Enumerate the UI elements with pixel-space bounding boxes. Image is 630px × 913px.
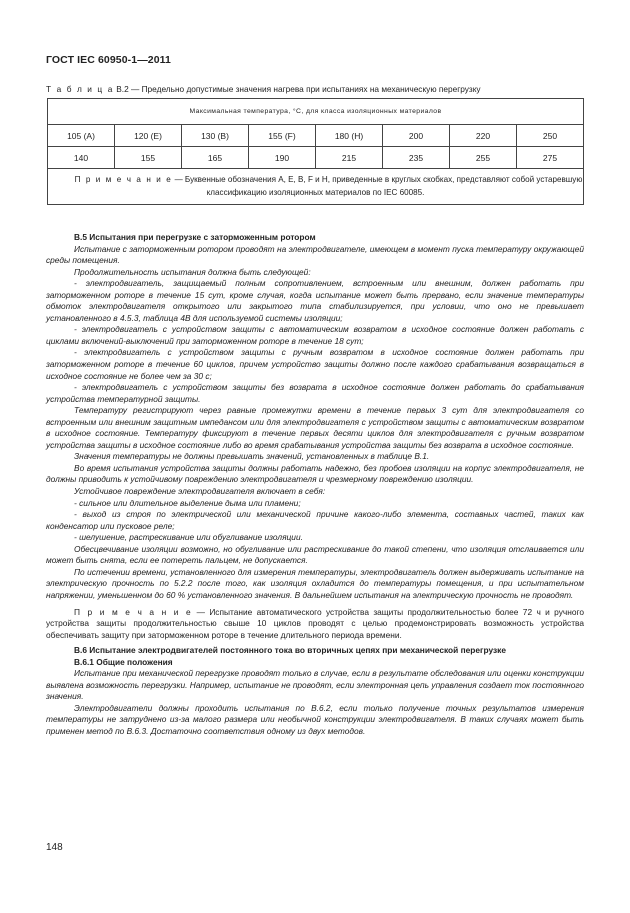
table-cell: 140 xyxy=(48,147,115,169)
section-b61-title: В.6.1 Общие положения xyxy=(74,656,173,667)
table-cell: 190 xyxy=(249,147,316,169)
temperature-table xyxy=(47,98,584,205)
table-cell: 105 (А) xyxy=(48,125,115,147)
table-cell: 220 xyxy=(450,125,517,147)
table-cell: 255 xyxy=(450,147,517,169)
paragraph: - шелушение, растрескивание или обугливание изоляции. xyxy=(74,532,303,543)
paragraph: - выход из строя по электрической или механической причине какого-либо элемента, составных частей, таких как конденсатор или пусковое реле; xyxy=(46,509,584,531)
paragraph: - сильное или длительное выделение дыма или пламени; xyxy=(74,497,301,508)
table-cell: 235 xyxy=(383,147,450,169)
note-label: П р и м е ч а н и е xyxy=(74,606,193,617)
table-note-text: — Буквенные обозначения А, Е, В, F и Н, приведенные в круглых скобках, представляют собой устаревшую классификацию изоляционных материалов по IEC 60085. xyxy=(174,175,583,197)
note-text: — Испытание автоматического устройства защиты продолжительностью более 72 ч и ручного устройства защиты продолжительностью свыше 10 циклов проводят с целью продемонстрировать возможность устройства обеспечивать защиту при заторможенном роторе в течение длительного периода времени. xyxy=(46,606,584,640)
paragraph: - электродвигатель с устройством защиты без возврата в исходное состояние должен работать до срабатывания устройства температурной защиты. xyxy=(46,382,584,404)
paragraph: - электродвигатель, защищаемый полным сопротивлением, встроенным или внешним, должен работать при заторможенном роторе в течение 15 сут, кроме случая, когда испытание может быть прервано, если значение температуры обмоток электродвигателя открытого или закрытого типа стабилизируется, при условии, что оно не превышает установленного в 4.5.3, таблица 4В для используемой системы изоляции; xyxy=(46,278,584,323)
paragraph: Температуру регистрируют через равные промежутки времени в течение первых 3 сут для электродвигателя со встроенным или внешним защитным импедансом или для электродвигателя с устройством защиты с автоматическим возвратом в исходное состояние. Температуру фиксируют в течение первых десяти циклов для электродвигателя с ручным возвратом устройства защиты в исходное состояние либо во время срабатывания устройства защиты без возврата в исходное состояние. xyxy=(46,405,584,450)
table-cell: 165 xyxy=(182,147,249,169)
table-cell: 250 xyxy=(517,125,584,147)
table-cell: 180 (Н) xyxy=(316,125,383,147)
section-b6-title: В.6 Испытание электродвигателей постоянного тока во вторичных цепях при механической перегрузке xyxy=(74,645,506,656)
paragraph: Во время испытания устройства защиты должны работать надежно, без пробоев изоляции на корпус электродвигателя, не должны приводить к устойчивому повреждению электродвигателя и чрезмерному повреждению изоляции. xyxy=(46,462,584,485)
table-note-cell xyxy=(48,169,584,205)
paragraph: Значения температуры не должны превышать значений, установленных в таблице В.1. xyxy=(74,451,430,462)
paragraph: По истечении времени, установленного для измерения температуры, электродвигатель должен выдерживать испытание на электрическую прочность по 5.2.2 после того, как изоляция охладится до температуры помещения, и при испытательном напряжении, уменьшенном до 60 % установленного значения. В дальнейшем испытания на электрическую прочность не проводят. xyxy=(46,566,584,600)
paragraph: Электродвигатели должны проходить испытания по В.6.2, если только получение точных результатов измерения температуры не затруднено из-за малого размера или необычной конструкции электродвигателя. В таких случаях может быть применен метод по В.6.3. Достаточно соответствия одному из двух методов. xyxy=(46,702,584,736)
paragraph: Испытание при механической перегрузке проводят только в случае, если в результате обследования или оценки конструкции выявлена возможность перегрузки. Например, испытание не проводят, если электронная цепь управления создает ток постоянного значения. xyxy=(46,668,584,702)
paragraph: Продолжительность испытания должна быть следующей: xyxy=(74,266,311,277)
page-number: 148 xyxy=(46,842,63,853)
table-cell: 155 (F) xyxy=(249,125,316,147)
table-cell: 200 xyxy=(383,125,450,147)
table-caption xyxy=(46,84,591,94)
paragraph: - электродвигатель с устройством защиты с ручным возвратом в исходное состояние должен работать при заторможенном роторе в течение 60 циклов, причем устройство защиты должно после каждого срабатывания возвращаться в исходное состояние не более чем за 30 с; xyxy=(46,347,584,381)
table-row-values xyxy=(48,147,584,169)
paragraph: Испытание с заторможенным ротором проводят на электродвигателе, имеющем в момент пуска температуру окружающей среды помещения. xyxy=(46,243,584,266)
section-b5-note xyxy=(46,607,584,642)
document-header: ГОСТ IEC 60950-1—2011 xyxy=(46,54,171,66)
section-b5-title: В.5 Испытания при перегрузке с заторможенным ротором xyxy=(74,232,316,242)
table-caption-text: В.2 — Предельно допустимые значения нагрева при испытаниях на механическую перегрузку xyxy=(116,84,481,94)
table-header-cell: Максимальная температура, °С, для класса изоляционных материалов xyxy=(48,99,584,125)
body-text xyxy=(46,232,584,738)
table-cell: 120 (Е) xyxy=(115,125,182,147)
table-cell: 215 xyxy=(316,147,383,169)
table-caption-label: Т а б л и ц а xyxy=(46,84,114,94)
table-cell: 130 (В) xyxy=(182,125,249,147)
table-cell: 275 xyxy=(517,147,584,169)
paragraph: - электродвигатель с устройством защиты с автоматическим возвратом в исходное состояние должен работать с циклами включений-выключений при заторможенном роторе в течение 18 сут; xyxy=(46,324,584,346)
paragraph: Устойчивое повреждение электродвигателя включает в себя: xyxy=(74,486,326,497)
table-cell: 155 xyxy=(115,147,182,169)
table-row-classes xyxy=(48,125,584,147)
table-note-label: П р и м е ч а н и е xyxy=(74,175,173,184)
paragraph: Обесцвечивание изоляции возможно, но обугливание или растрескивание до такой степени, что изоляция отслаивается или может быть снята, если ее потереть пальцем, не допускается. xyxy=(46,543,584,566)
